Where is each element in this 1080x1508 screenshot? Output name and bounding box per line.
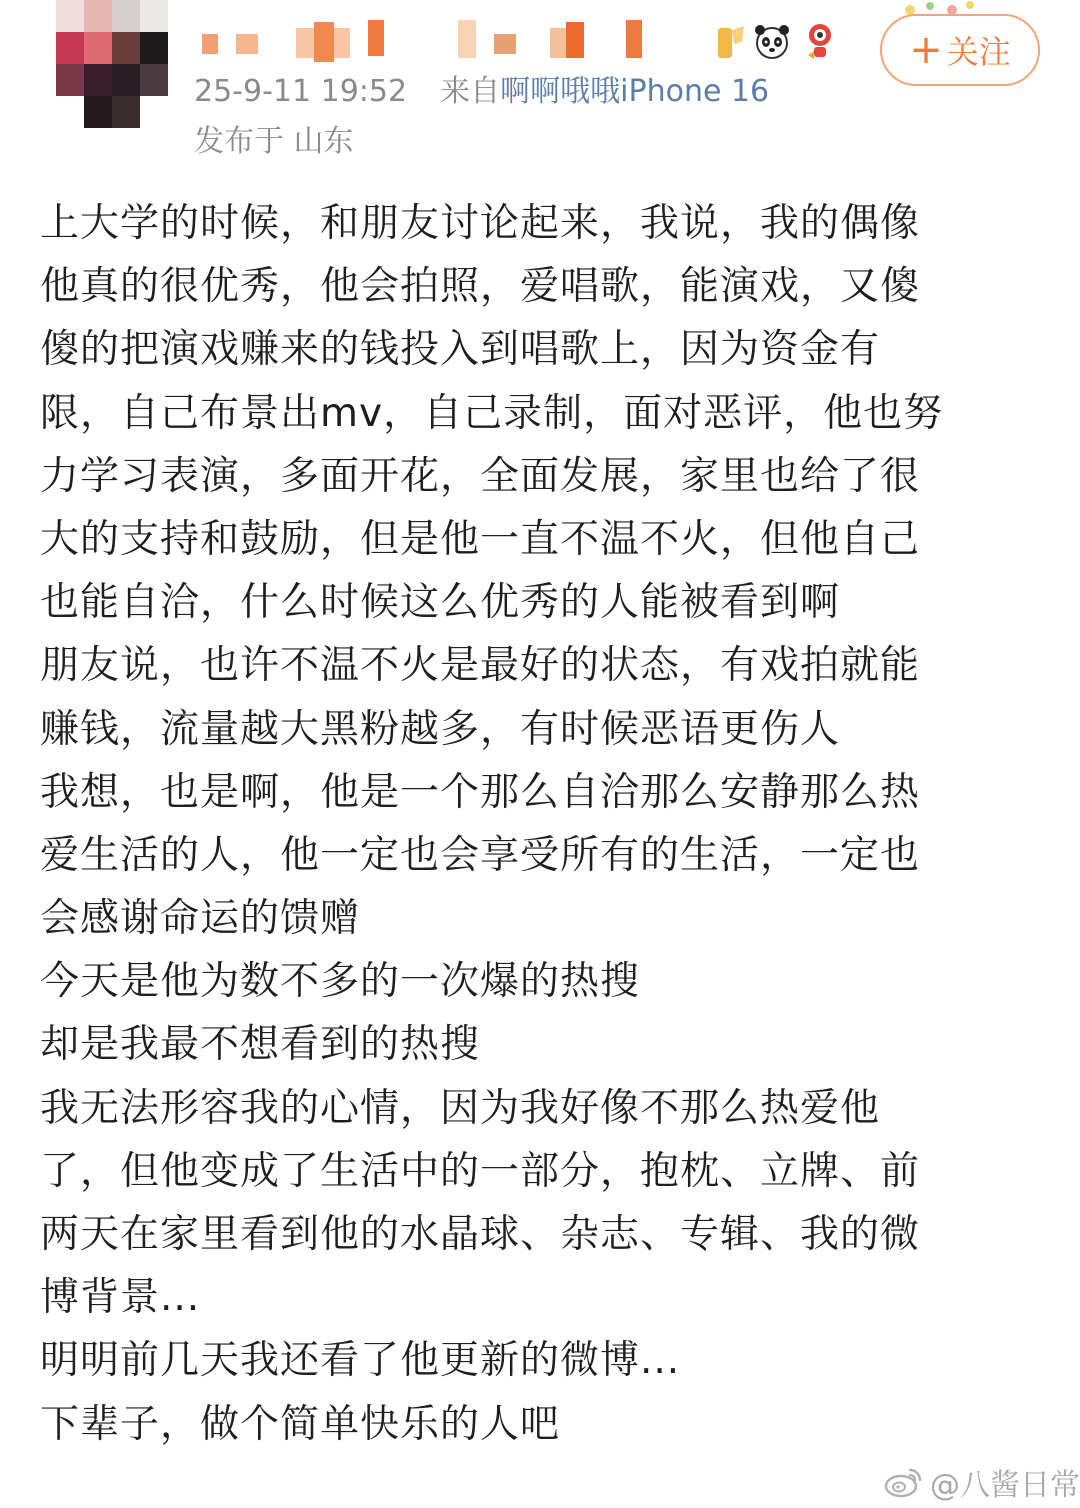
post-line: 爱生活的人，他一定也会享受所有的生活，一定也 [40, 832, 921, 878]
post-location: 发布于 山东 [194, 124, 354, 159]
vip-badge-icon [712, 20, 752, 62]
post-line: 却是我最不想看到的热搜 [40, 1022, 481, 1068]
post-line: 力学习表演，多面开花，全面发展，家里也给了很 [40, 453, 921, 499]
username-censored[interactable] [196, 14, 846, 72]
panda-badge-icon [752, 20, 792, 62]
post-line: 博背景... [40, 1275, 201, 1321]
post-line: 他真的很优秀，他会拍照，爱唱歌，能演戏，又傻 [40, 264, 921, 310]
post-line: 了，但他变成了生活中的一部分，抱枕、立牌、前 [40, 1148, 921, 1194]
device-link[interactable]: 啊啊哦哦iPhone 16 [500, 74, 770, 109]
mascot-badge-icon [800, 20, 840, 62]
watermark-text: @八酱日常 [930, 1468, 1080, 1503]
watermark [884, 1460, 1080, 1504]
follow-label: 关注 [946, 33, 1011, 71]
weibo-logo-icon [884, 1465, 924, 1499]
plus-icon: + [909, 27, 943, 73]
follow-button[interactable] [880, 14, 1040, 86]
post-line: 两天在家里看到他的水晶球、杂志、专辑、我的微 [40, 1212, 921, 1257]
post-line: 今天是他为数不多的一次爆的热搜 [40, 959, 641, 1005]
post-line: 大的支持和鼓励，但是他一直不温不火，但他自己 [40, 516, 921, 562]
post-line: 下辈子，做个简单快乐的人吧 [40, 1401, 561, 1447]
post-meta [194, 72, 769, 112]
post-line: 明明前几天我还看了他更新的微博... [40, 1338, 681, 1384]
post-line: 会感谢命运的馈赠 [40, 896, 361, 942]
post-line: 也能自洽，什么时候这么优秀的人能被看到啊 [40, 580, 841, 626]
post-timestamp: 25-9-11 19:52 [194, 74, 408, 109]
avatar-pixelated[interactable] [56, 0, 168, 128]
post-line: 朋友说，也许不温不火是最好的状态，有戏拍就能 [40, 643, 921, 689]
post-text [40, 192, 1030, 1456]
post-line: 赚钱，流量越大黑粉越多，有时候恶语更伤人 [40, 706, 841, 752]
post-line: 限，自己布景出mv，自己录制，面对恶评，他也努 [40, 390, 944, 436]
post-line: 我想，也是啊，他是一个那么自洽那么安静那么热 [40, 769, 921, 815]
post-line: 我无法形容我的心情，因为我好像不那么热爱他 [40, 1085, 881, 1131]
source-prefix: 来自 [440, 74, 501, 109]
post-line: 傻的把演戏赚来的钱投入到唱歌上，因为资金有 [40, 327, 881, 373]
post-line: 上大学的时候，和朋友讨论起来，我说，我的偶像 [40, 201, 921, 246]
